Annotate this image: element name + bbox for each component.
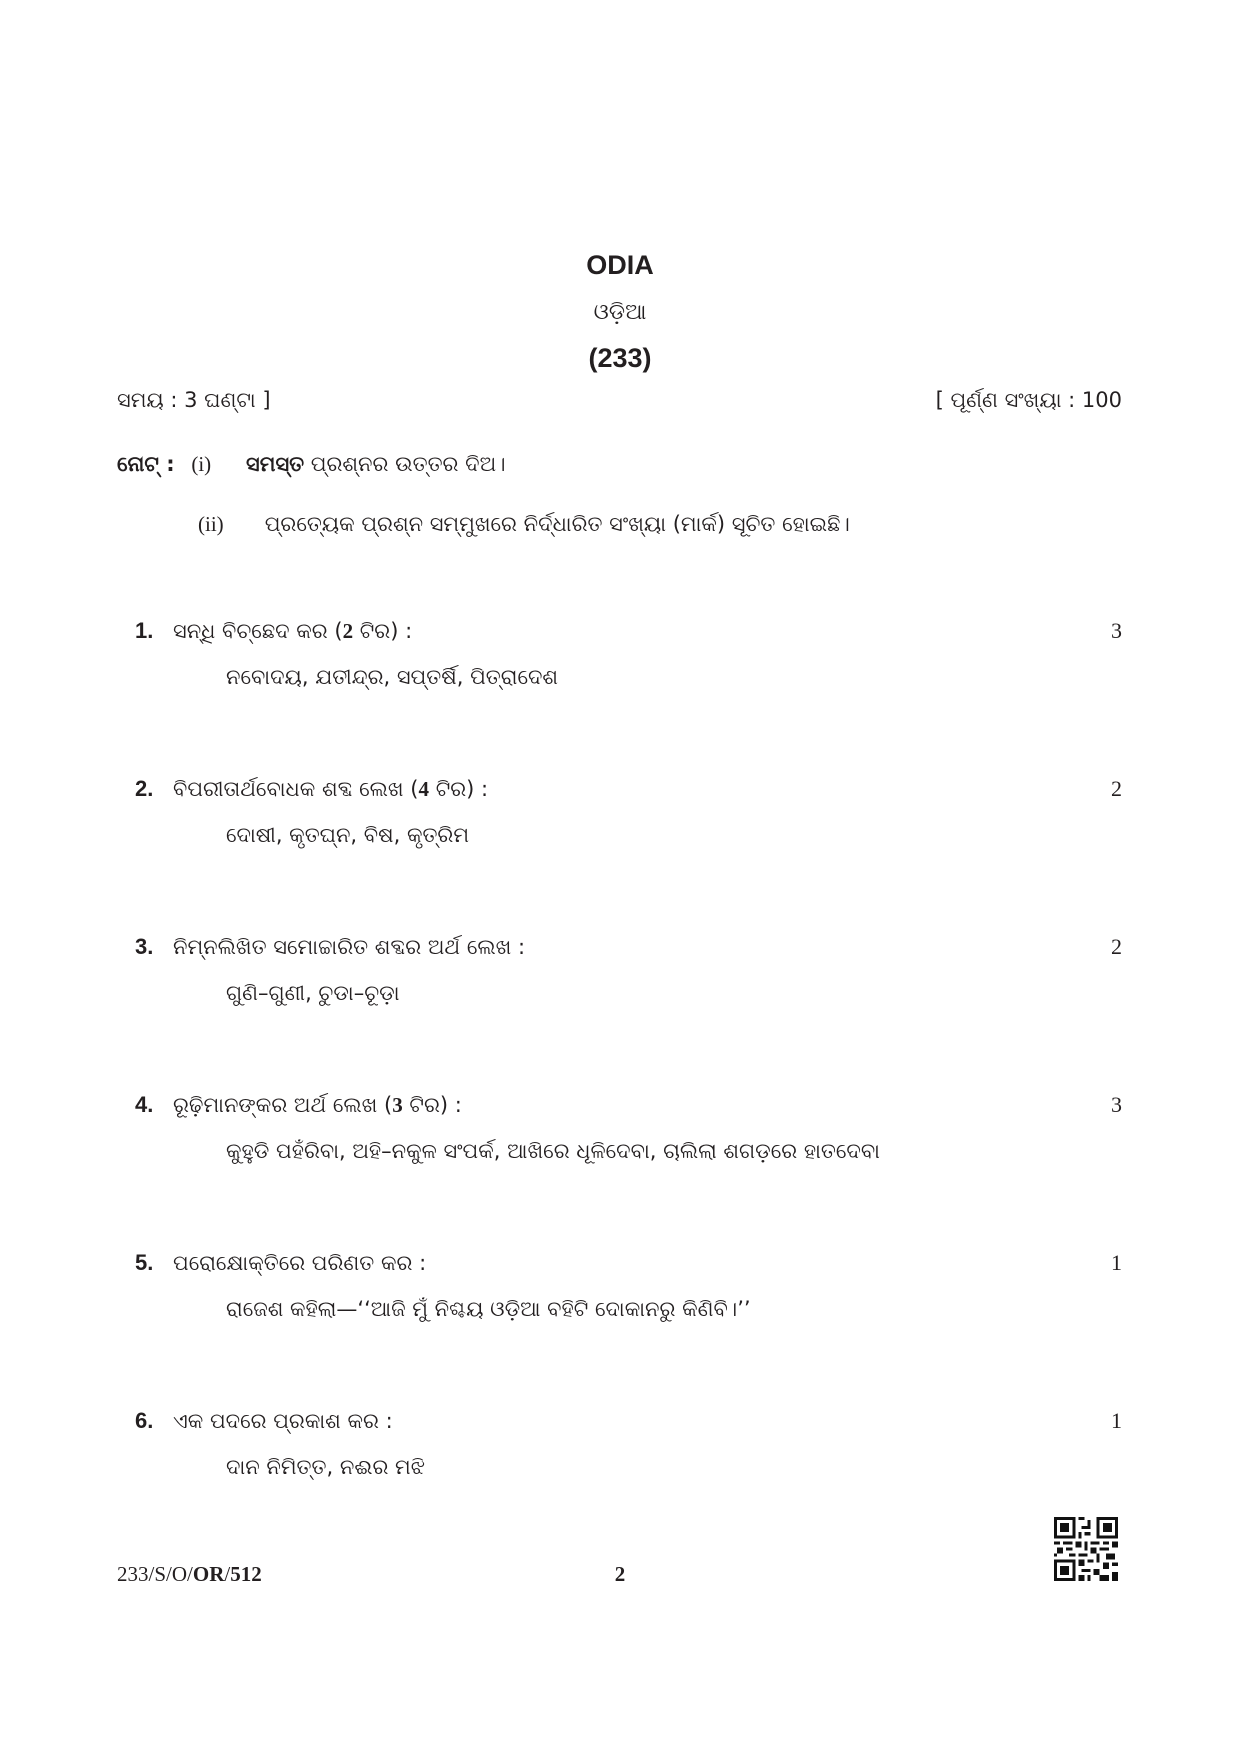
- question-2-body: ଦୋଷୀ, କୃତଘ୍ନ, ବିଷ, କୃତ୍ରିମ: [226, 823, 470, 847]
- paper-title: ODIA: [586, 250, 654, 280]
- question-2-marks: 2: [1111, 776, 1122, 801]
- note-line-1: [117, 452, 506, 477]
- question-6-marks: 1: [1111, 1408, 1122, 1433]
- question-1-body: ନବୋଦୟ, ଯତୀନ୍ଦ୍ର, ସପ୍ତର୍ଷି, ପିତ୍ରାଦେଶ: [226, 665, 559, 689]
- question-text-tail: ଟିର) :: [402, 1093, 462, 1117]
- question-3-marks: 2: [1111, 934, 1122, 959]
- note-text: ପ୍ରତ୍ୟେକ ପ୍ରଶ୍ନ ସମ୍ମୁଖରେ ନିର୍ଦ୍ଧାରିତ ସଂଖ୍ୟା (ମାର୍କ) ସୂଚିତ ହୋଇଛି।: [264, 512, 850, 536]
- footer-code-part: /: [224, 1562, 231, 1586]
- question-4: [135, 1092, 462, 1118]
- question-text-tail: ଟିର) :: [429, 777, 489, 801]
- note-text: ପ୍ରଶ୍ନର ଉତ୍ତର ଦିଅ।: [304, 452, 506, 476]
- question-text: ଏକ ପଦରେ ପ୍ରକାଶ କର :: [173, 1409, 393, 1433]
- question-text: ପରୋକ୍ଷୋକ୍ତିରେ ପରିଣତ କର :: [173, 1251, 427, 1275]
- question-3: [135, 934, 525, 960]
- question-count: 4: [418, 777, 430, 801]
- note-bold-text: ସମସ୍ତ: [246, 452, 305, 476]
- question-5: [135, 1250, 426, 1276]
- question-1-marks: 3: [1111, 618, 1122, 643]
- note-label: ନୋଟ୍ :: [117, 452, 175, 476]
- question-4-marks: 3: [1111, 1092, 1122, 1117]
- question-count: 3: [392, 1093, 403, 1117]
- question-number: 3.: [135, 934, 154, 959]
- question-number: 4.: [135, 1092, 154, 1117]
- full-marks: [ ପୂର୍ଣ୍ଣ ସଂଖ୍ୟା : 100: [935, 388, 1122, 412]
- question-text: ବିପରୀତାର୍ଥବୋଧକ ଶବ୍ଦ ଲେଖ (: [173, 777, 419, 801]
- page-number: 2: [614, 1562, 626, 1586]
- question-number: 2.: [135, 776, 154, 801]
- question-text: ରୂଢ଼ିମାନଙ୍କର ଅର୍ଥ ଲେଖ (: [173, 1093, 393, 1117]
- question-6-body: ଦାନ ନିମିତ୍ତ, ନଈର ମଝି: [226, 1455, 426, 1479]
- question-1: [135, 618, 412, 644]
- question-number: 1.: [135, 618, 154, 643]
- question-5-marks: 1: [1111, 1250, 1122, 1275]
- question-number: 6.: [135, 1408, 154, 1433]
- note-number: (ii): [198, 512, 224, 536]
- paper-subtitle: ଓଡ଼ିଆ: [593, 300, 647, 325]
- question-3-body: ଗୁଣି–ଗୁଣୀ, ଚୁଡା–ଚୂଡ଼ା: [226, 981, 400, 1005]
- question-6: [135, 1408, 393, 1434]
- question-text: ସନ୍ଧି ବିଚ୍ଛେଦ କର (: [173, 619, 343, 643]
- question-text: ନିମ୍ନଲିଖିତ ସମୋଚ୍ଚାରିତ ଶବ୍ଦର ଅର୍ଥ ଲେଖ :: [173, 935, 526, 959]
- question-count: 2: [342, 619, 354, 643]
- footer-code-part: 233/S/O/: [117, 1562, 193, 1586]
- paper-code: (233): [588, 343, 652, 373]
- footer-code-bold: OR: [192, 1562, 225, 1586]
- note-line-2: [198, 512, 850, 537]
- time-allowed: ସମୟ : 3 ଘଣ୍ଟା ]: [117, 388, 271, 412]
- question-text-tail: ଟିର) :: [353, 619, 413, 643]
- question-2: [135, 776, 488, 802]
- question-number: 5.: [135, 1250, 154, 1275]
- question-5-body: ରାଜେଶ କହିଲା—‘‘ଆଜି ମୁଁ ନିଶ୍ଚୟ ଓଡ଼ିଆ ବହିଟି ଦୋକାନରୁ କିଣିବି।’’: [226, 1297, 751, 1321]
- question-4-body: କୁହୁଡି ପହଁରିବା, ଅହି–ନକୁଳ ସଂପର୍କ, ଆଖିରେ ଧୂଳିଦେବା, ଚାଲିଲା ଶଗଡ଼ରେ ହାତଦେବା: [226, 1139, 880, 1163]
- note-number: (i): [191, 452, 212, 476]
- footer-code-bold: 512: [230, 1562, 262, 1586]
